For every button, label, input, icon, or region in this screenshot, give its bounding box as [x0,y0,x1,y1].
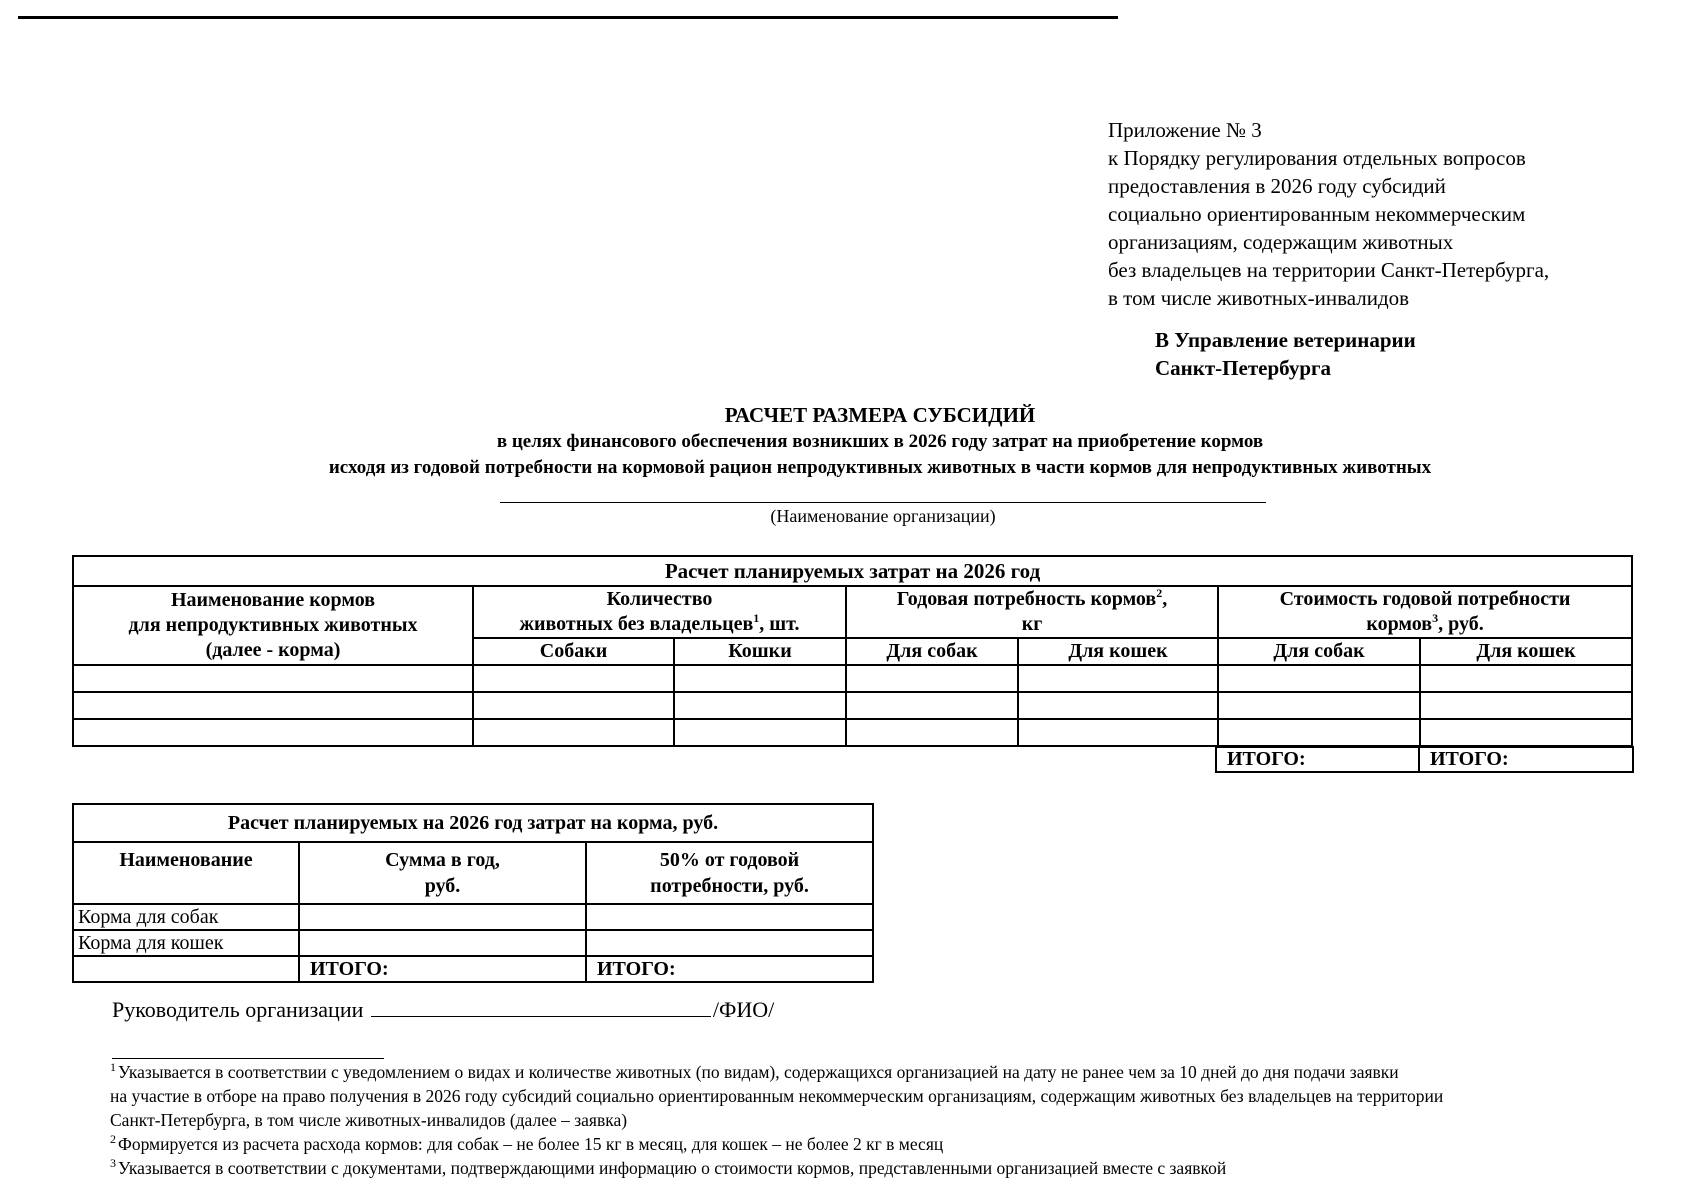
header-feed-name: Наименование кормов для непродуктивных животных (далее - корма) [73,586,473,665]
table-cell[interactable] [73,719,473,746]
table-row [73,904,873,930]
footnote-2: $^2$ Формируется из расчета расхода кормов: для собак – не более 15 кг в месяц, для кошек – не более 2 кг в месяц [110,1132,944,1154]
signature-line[interactable] [371,996,711,1017]
table-cell[interactable] [473,719,674,746]
footnote-1-cont: Санкт-Петербурга, в том числе животных-инвалидов (далее – заявка) [110,1110,628,1130]
table-cell[interactable] [73,665,473,692]
table-cell[interactable] [1218,692,1420,719]
table-cell[interactable] [1218,719,1420,746]
table-cell[interactable] [1018,692,1218,719]
table-cell[interactable] [846,692,1018,719]
document-subtitle: исходя из годовой потребности на кормовой рацион непродуктивных животных в части кормов для непродуктивных животных [328,457,1432,478]
header-annual-cost: Стоимость годовой потребности кормов$^3$, руб. [1218,586,1632,638]
subheader-dogs: Собаки [473,638,674,665]
summary-total-half[interactable]: ИТОГО: [586,956,873,982]
table-cell[interactable] [299,904,586,930]
subheader-need-cats: Для кошек [1018,638,1218,665]
subheader-need-dogs: Для собак [846,638,1018,665]
addressee-line: Санкт-Петербурга [1155,356,1332,380]
organization-name-caption: (Наименование организации) [770,506,996,526]
subheader-cats: Кошки [674,638,846,665]
table-row [73,956,873,982]
summary-header-name: Наименование [73,842,299,904]
annex-header [1108,116,1668,312]
row-label-cats: Корма для кошек [73,930,299,956]
table-cell[interactable] [1420,692,1632,719]
summary-header-annual-sum: Сумма в год, руб. [299,842,586,904]
table-cell[interactable] [846,665,1018,692]
header-annual-need: Годовая потребность кормов$^2$, кг [846,586,1218,638]
row-label-dogs: Корма для собак [73,904,299,930]
addressee-line: В Управление ветеринарии [1155,328,1416,352]
annex-line: организациям, содержащим животных [1108,230,1454,254]
table-cell [73,956,299,982]
table-row [73,692,1632,719]
document-title: РАСЧЕТ РАЗМЕРА СУБСИДИЙ [724,403,1036,427]
planned-costs-table [72,555,1633,747]
table-cell[interactable] [846,719,1018,746]
header-animal-count: Количество животных без владельцев$^1$, шт. [473,586,846,638]
planned-costs-totals [1215,746,1634,773]
summary-total-sum[interactable]: ИТОГО: [299,956,586,982]
footnote-3: $^3$ Указывается в соответствии с документами, подтверждающими информацию о стоимости кормов, представленными организацией вместе с заявкой [110,1156,1227,1178]
table-cell[interactable] [586,904,873,930]
top-rule [18,16,1118,19]
footnote-rule [112,1058,384,1059]
feed-costs-summary-table [72,803,874,983]
footnotes [110,1060,1670,1180]
table-cell[interactable] [674,719,846,746]
table-row [73,719,1632,746]
table-cell[interactable] [1018,665,1218,692]
table-cell[interactable] [674,692,846,719]
table-cell[interactable] [1420,665,1632,692]
annex-line: к Порядку регулирования отдельных вопросов [1108,146,1526,170]
table-cell[interactable] [299,930,586,956]
total-cost-cats[interactable]: ИТОГО: [1419,747,1633,772]
table-cell[interactable] [1018,719,1218,746]
table-cell[interactable] [473,692,674,719]
addressee [1155,326,1416,382]
total-cost-dogs[interactable]: ИТОГО: [1216,747,1419,772]
table-row [73,665,1632,692]
subheader-cost-cats: Для кошек [1420,638,1632,665]
table-cell[interactable] [473,665,674,692]
signature-suffix: /ФИО/ [712,997,775,1022]
signature-block [112,996,774,1023]
annex-line: Приложение № 3 [1108,118,1262,142]
organization-name-line[interactable] [500,502,1266,503]
table-cell[interactable] [73,692,473,719]
footnote-1: $^1$ Указывается в соответствии с уведомлением о видах и количестве животных (по видам), содержащихся организацией на дату не ранее чем за 10 дней до дня подачи заявки [110,1060,1399,1082]
table-cell[interactable] [1420,719,1632,746]
annex-line: предоставления в 2026 году субсидий [1108,174,1446,198]
footnote-1-cont: на участие в отборе на право получения в 2026 году субсидий социально ориентированным некоммерческим организациям, содержащим животных без владельцев на территории [110,1086,1444,1106]
table-row [73,930,873,956]
planned-costs-caption: Расчет планируемых затрат на 2026 год [73,556,1632,586]
summary-header-half: 50% от годовой потребности, руб. [586,842,873,904]
table-cell[interactable] [586,930,873,956]
annex-line: без владельцев на территории Санкт-Петербурга, [1108,258,1550,282]
table-cell[interactable] [1218,665,1420,692]
document-subtitle: в целях финансового обеспечения возникших в 2026 году затрат на приобретение кормов [496,431,1264,452]
summary-caption: Расчет планируемых на 2026 год затрат на корма, руб. [73,804,873,842]
table-cell[interactable] [674,665,846,692]
annex-line: социально ориентированным некоммерческим [1108,202,1526,226]
annex-line: в том числе животных-инвалидов [1108,286,1410,310]
signature-label: Руководитель организации [112,997,364,1022]
subheader-cost-dogs: Для собак [1218,638,1420,665]
